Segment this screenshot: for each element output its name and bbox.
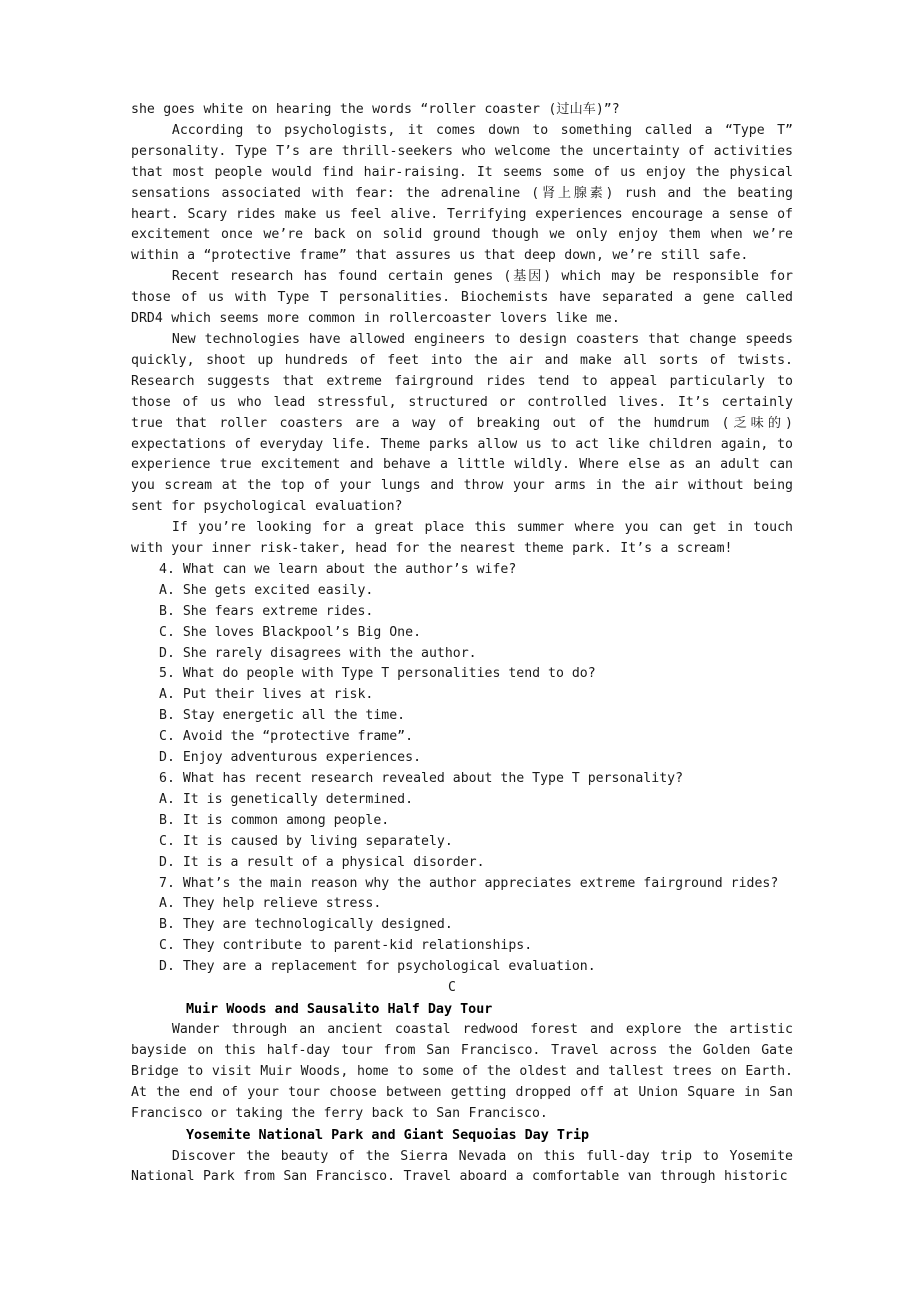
question-5-option-d[interactable]: D. Enjoy adventurous experiences. bbox=[159, 750, 422, 766]
passage-b-continuation-line: she goes white on hearing the words “roller coaster (过山车)”? bbox=[131, 102, 620, 117]
tour-description-muir-woods: Wander through an ancient coastal redwood forest and explore the artistic bayside on this half-day tour from San Francisco. Travel across the Golden Gate Bridge to visit Muir Woods, home to some of the oldest and tallest trees on Earth. At the end of your tour choose between getting dropped off at Union Square in San Francisco or taking the ferry back to San Francisco. bbox=[131, 1022, 793, 1122]
passage-b-paragraph-4: If you’re looking for a great place this summer where you can get in touch with your inner risk-taker, head for the nearest theme park. It’s a scream! bbox=[131, 520, 793, 557]
passage-b-paragraph-2: Recent research has found certain genes (基因) which may be responsible for those of us with Type T personalities. Biochemists have separated a gene called DRD4 which seems more common in rollercoaster lovers like me. bbox=[131, 269, 793, 327]
passage-b-paragraph-1: According to psychologists, it comes down to something called a “Type T” personality. Type T’s are thrill-seekers who welcome the uncertainty of activities that most people would find hair-raising. It seems some of us enjoy the physical sensations associated with fear: the adrenaline (肾上腺素) rush and the beating heart. Scary rides make us feel alive. Terrifying experiences encourage a sense of excitement once we’re back on solid ground though we only enjoy them when we’re within a “protective frame” that assures us that deep down, we’re still safe. bbox=[131, 122, 793, 264]
question-5-option-b[interactable]: B. Stay energetic all the time. bbox=[159, 708, 406, 724]
question-6-option-c[interactable]: C. It is caused by living separately. bbox=[159, 833, 453, 849]
tour-title-yosemite: Yosemite National Park and Giant Sequoias Day Trip bbox=[186, 1128, 590, 1143]
question-4-option-a[interactable]: A. She gets excited easily. bbox=[159, 582, 374, 598]
question-5-option-a[interactable]: A. Put their lives at risk. bbox=[159, 687, 374, 703]
question-7-option-b[interactable]: B. They are technologically designed. bbox=[159, 917, 453, 933]
question-4-option-d[interactable]: D. She rarely disagrees with the author. bbox=[159, 645, 477, 661]
passage-b-paragraph-3: New technologies have allowed engineers to design coasters that change speeds quickly, shoot up hundreds of feet into the air and make all sorts of twists. Research suggests that extreme fairground rides tend to appeal particularly to those of us who lead stressful, structured or controlled lives. It’s certainly true that roller coasters are a way of breaking out of the humdrum (乏味的) expectations of everyday life. Theme parks allow us to act like children again, to experience true excitement and behave a little wildly. Where else as an adult can you scream at the top of your lungs and throw your arms in the air without being sent for psychological evaluation? bbox=[131, 331, 793, 515]
question-5-option-c[interactable]: C. Avoid the “protective frame”. bbox=[159, 729, 414, 745]
question-stem-7: 7. What’s the main reason why the author appreciates extreme fairground rides? bbox=[159, 875, 779, 891]
question-stem-6: 6. What has recent research revealed about the Type T personality? bbox=[159, 771, 684, 786]
question-7-option-d[interactable]: D. They are a replacement for psychological evaluation. bbox=[159, 959, 596, 975]
question-stem-4: 4. What can we learn about the author’s wife? bbox=[159, 561, 517, 577]
question-6-option-b[interactable]: B. It is common among people. bbox=[159, 812, 390, 828]
tour-description-yosemite: Discover the beauty of the Sierra Nevada on this full-day trip to Yosemite National Park from San Francisco. Travel aboard a comfortable van through historic bbox=[131, 1148, 793, 1185]
question-7-option-a[interactable]: A. They help relieve stress. bbox=[159, 896, 382, 912]
page-content bbox=[131, 100, 793, 1188]
question-4-option-b[interactable]: B. She fears extreme rides. bbox=[159, 603, 374, 619]
question-4-option-c[interactable]: C. She loves Blackpool’s Big One. bbox=[159, 624, 422, 640]
section-marker-c: C bbox=[448, 980, 456, 996]
question-6-option-d[interactable]: D. It is a result of a physical disorder. bbox=[159, 854, 485, 870]
question-stem-5: 5. What do people with Type T personalities tend to do? bbox=[159, 666, 596, 682]
question-7-option-c[interactable]: C. They contribute to parent-kid relationships. bbox=[159, 938, 533, 954]
tour-title-muir-woods: Muir Woods and Sausalito Half Day Tour bbox=[186, 1001, 493, 1017]
question-6-option-a[interactable]: A. It is genetically determined. bbox=[159, 791, 414, 807]
